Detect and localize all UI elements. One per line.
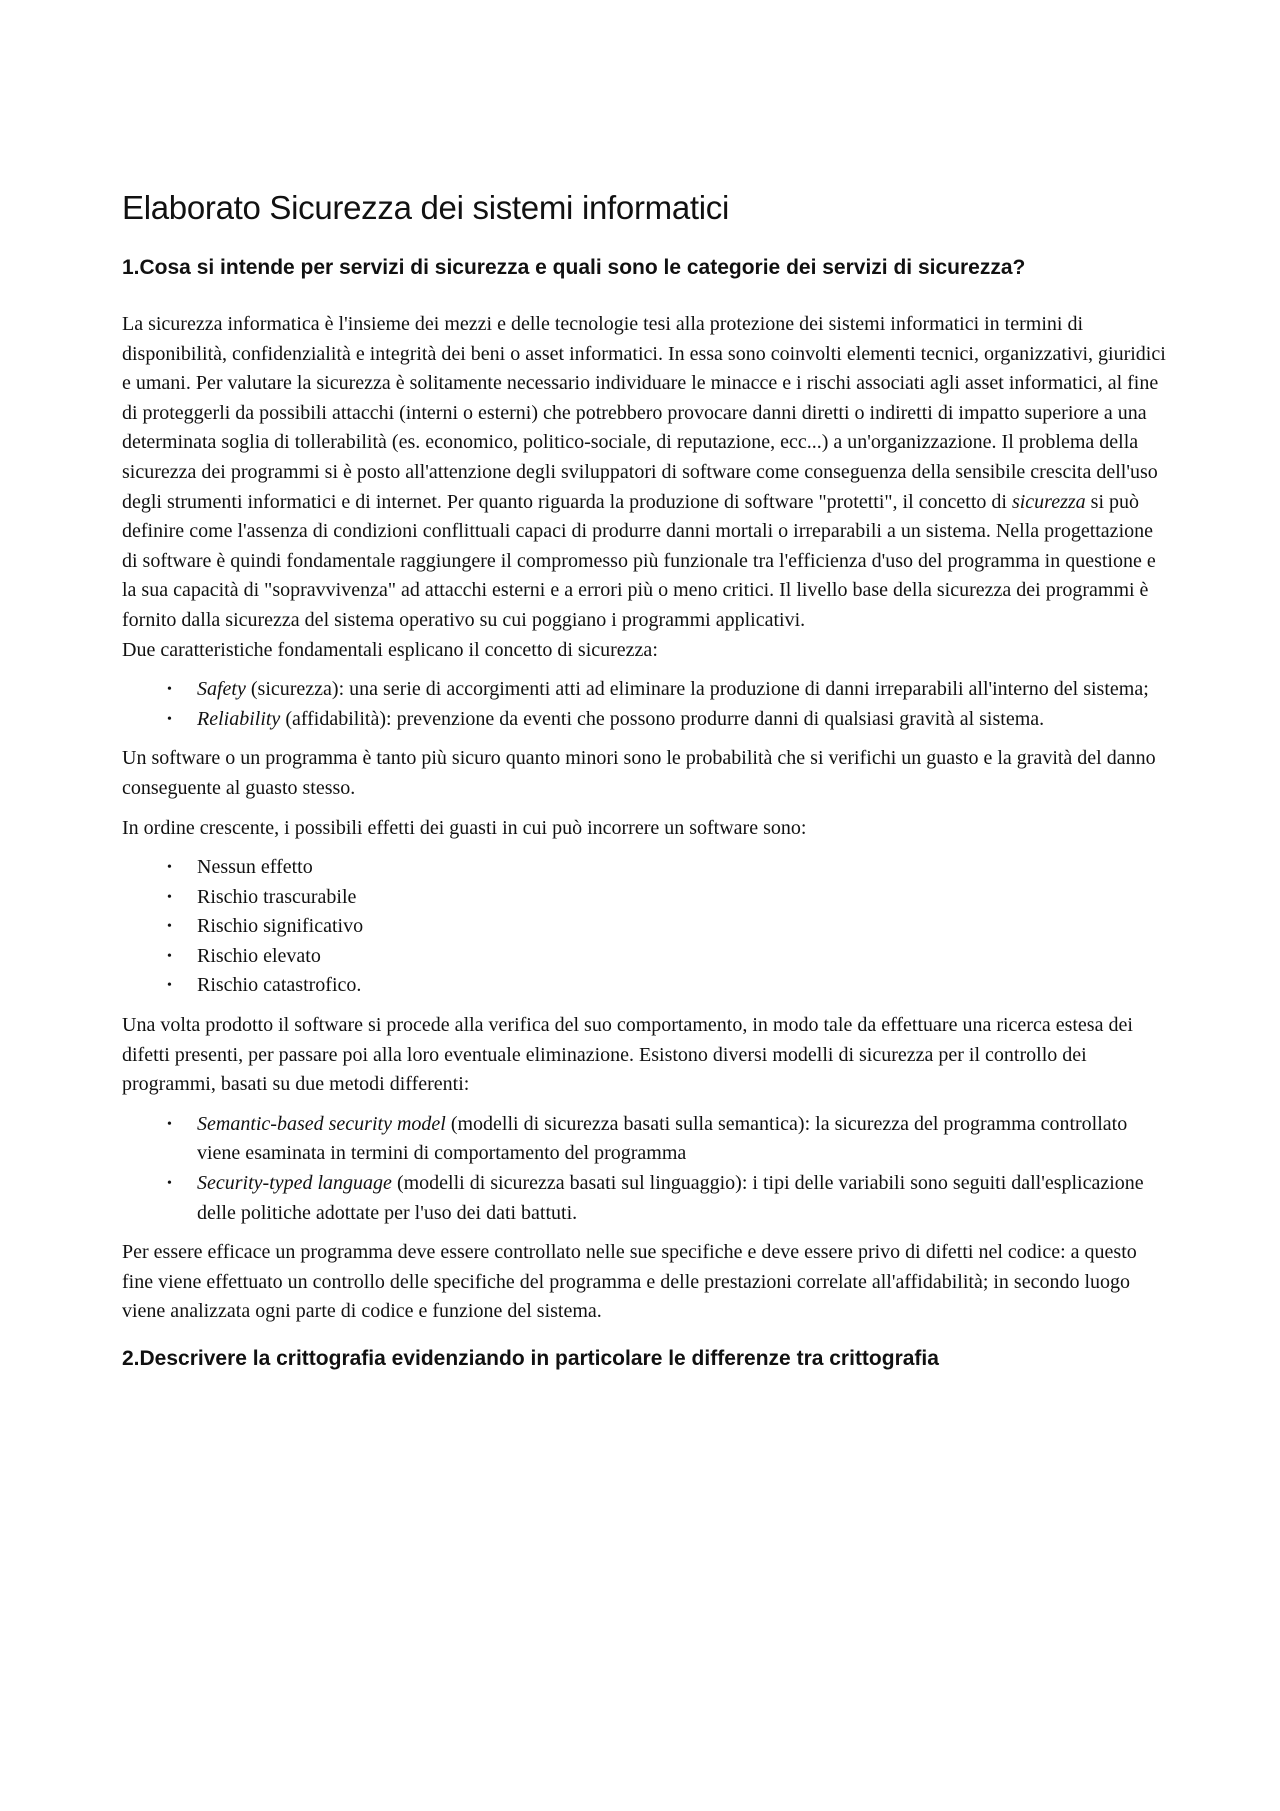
effects-list	[122, 853, 1172, 1001]
characteristic-term: Reliability	[197, 707, 281, 730]
list-item	[167, 942, 1172, 972]
effect-label: Nessun effetto	[197, 856, 313, 879]
characteristic-description: (affidabilità): prevenzione da eventi che possono produrre danni di qualsiasi gravità al sistema.	[280, 707, 1045, 730]
model-term: Security-typed language	[197, 1172, 392, 1195]
bullet-icon: •	[167, 919, 172, 935]
model-description: (modelli di sicurezza basati sulla semantica): la sicurezza del programma controllato viene esaminata in termini di comportamento del programma	[197, 1112, 1128, 1165]
bullet-icon: •	[167, 948, 172, 964]
characteristic-description: (sicurezza): una serie di accorgimenti atti ad eliminare la produzione di danni irreparabili all'interno del sistema;	[245, 678, 1149, 701]
list-item	[167, 705, 1172, 735]
section-2-heading: 2.Descrivere la crittografia evidenziando in particolare le differenze tra crittografia	[122, 1347, 939, 1370]
section-1-heading: 1.Cosa si intende per servizi di sicurezza e quali sono le categorie dei servizi di sicurezza?	[122, 256, 1026, 279]
model-term: Semantic-based security model	[197, 1112, 446, 1135]
list-item	[167, 1169, 1172, 1228]
bullet-icon: •	[167, 889, 172, 905]
model-description: (modelli di sicurezza basati sul linguaggio): i tipi delle variabili sono seguiti dall'esplicazione delle politiche adottate per l'uso dei dati battuti.	[197, 1172, 1144, 1224]
effects-intro: In ordine crescente, i possibili effetti dei guasti in cui può incorrere un software sono:	[122, 816, 807, 839]
bullet-icon: •	[167, 860, 172, 876]
list-item	[167, 675, 1172, 705]
list-item	[167, 971, 1172, 1001]
bullet-icon: •	[167, 682, 172, 698]
bullet-icon: •	[167, 1176, 172, 1192]
intro-text-part-1: La sicurezza informatica è l'insieme dei mezzi e delle tecnologie tesi alla protezione dei sistemi informatici in termini di disponibilità, confidenzialità e integrità dei beni o asset informatici. In essa sono coinvolti elementi tecnici, organizzativi, giuridici e umani. Per valutare la sicurezza è solitamente necessario individuare le minacce e i rischi associati agli asset informatici, al fine di proteggerli da possibili attacchi (interni o esterni) che potrebbero provocare danni diretti o indiretti di impatto superiore a una determinata soglia di tollerabilità (es. economico, politico-sociale, di reputazione, ecc...) a un'organizzazione. Il problema della sicurezza dei programmi si è posto all'attenzione degli sviluppatori di software come conseguenza della sensibile crescita dell'uso degli strumenti informatici e di internet. Per quanto riguarda la produzione di software "protetti", il concetto di	[122, 313, 1166, 513]
bullet-icon: •	[167, 1116, 172, 1132]
characteristic-term: Safety	[197, 678, 246, 701]
document-title: Elaborato Sicurezza dei sistemi informatici	[122, 189, 730, 226]
effect-label: Rischio elevato	[197, 944, 321, 967]
effect-label: Rischio significativo	[197, 915, 364, 938]
list-item	[167, 883, 1172, 913]
closing-paragraph: Per essere efficace un programma deve essere controllato nelle sue specifiche e deve essere privo di difetti nel codice: a questo fine viene effettuato un controllo delle specifiche del programma e delle prestazioni correlate all'affidabilità; in secondo luogo viene analizzata ogni parte di codice e funzione del sistema.	[122, 1241, 1137, 1323]
list-item	[167, 853, 1172, 883]
intro-text-part-2: si può definire come l'assenza di condizioni conflittuali capaci di produrre danni mortali o irreparabili a un sistema. Nella progettazione di software è quindi fondamentale raggiungere il compromesso più funzionale tra l'efficienza d'uso del programma in questione e la sua capacità di "sopravvivenza" ad attacchi esterni e a errori più o meno critici. Il livello base della sicurezza dei programmi è fornito dalla sicurezza del sistema operativo su cui poggiano i programmi applicativi.	[122, 490, 1156, 631]
intro-italic-term: sicurezza	[1011, 490, 1086, 513]
verification-paragraph: Una volta prodotto il software si procede alla verifica del suo comportamento, in modo tale da effettuare una ricerca estesa dei difetti presenti, per passare poi alla loro eventuale eliminazione. Esistono diversi modelli di sicurezza per il controllo dei programmi, basati su due metodi differenti:	[122, 1014, 1133, 1096]
bullet-icon: •	[167, 711, 172, 727]
effect-label: Rischio catastrofico.	[197, 974, 362, 997]
safety-paragraph: Un software o un programma è tanto più sicuro quanto minori sono le probabilità che si verifichi un guasto e la gravità del danno conseguente al guasto stesso.	[122, 747, 1156, 799]
list-item	[167, 1110, 1172, 1169]
section-1-intro-paragraph	[122, 310, 1172, 636]
bullet-icon: •	[167, 978, 172, 994]
security-models-list	[122, 1110, 1172, 1228]
characteristics-list	[122, 675, 1172, 734]
document-page	[122, 188, 1172, 1401]
characteristics-intro: Due caratteristiche fondamentali esplicano il concetto di sicurezza:	[122, 638, 658, 661]
effect-label: Rischio trascurabile	[197, 885, 357, 908]
list-item	[167, 912, 1172, 942]
